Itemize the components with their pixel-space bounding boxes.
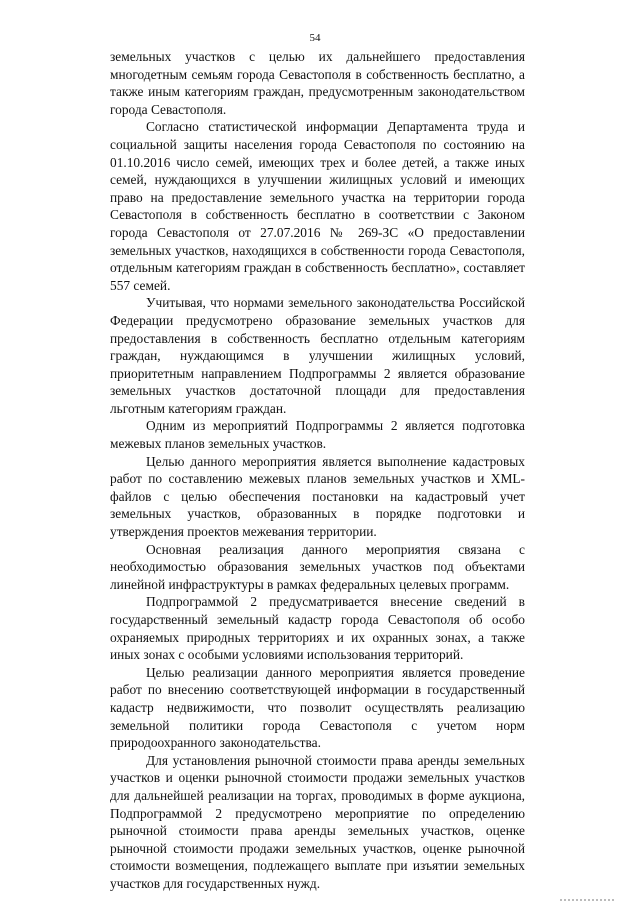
paragraph-8: Целью реализации данного мероприятия является проведение работ по внесению соответствующей информации в государственный кадастр недвижимости, что позволит осуществлять реализацию земельной политики города Севастополя с учетом норм природоохранного законодательства.: [110, 664, 525, 751]
page-number: 54: [309, 32, 321, 44]
paragraph-5: Целью данного мероприятия является выполнение кадастровых работ по составлению межевых планов земельных участков и XML-файлов с целью обеспечения постановки на кадастровый учет земельных участков, образованных в порядке подготовки и утверждения проектов межевания территории.: [110, 453, 525, 540]
paragraph-2: Согласно статистической информации Департамента труда и социальной защиты населения города Севастополя по состоянию на 01.10.2016 число семей, имеющих трех и более детей, а также иных семей, нуждающихся в улучшении жилищных условий и имеющих право на предоставление земельного участка на территории города Севастополя в собственность бесплатно в соответствии с Законом города Севастополя от 27.07.2016 № 269-ЗС «О предоставлении земельных участков, находящихся в собственности города Севастополя, отдельным категориям граждан в собственность бесплатно», составляет 557 семей.: [110, 119, 525, 293]
paragraph-3: Учитывая, что нормами земельного законодательства Российской Федерации предусмотрено образование земельных участков для предоставления в собственность бесплатно отдельным категориям граждан, нуждающимся в улучшении жилищных условий, приоритетным направлением Подпрограммы 2 является образование земельных участков достаточной площади для предоставления льготным категориям граждан.: [110, 295, 525, 416]
paragraph-7: Подпрограммой 2 предусматривается внесение сведений в государственный земельный кадастр города Севастополя об особо охраняемых природных территориях и их охранных зонах, а также иных зонах с особыми условиями использования территорий.: [110, 594, 525, 663]
paragraph-6: Основная реализация данного мероприятия связана с необходимостью образования земельных участков под объектами линейной инфраструктуры в рамках федеральных целевых программ.: [110, 541, 525, 592]
paragraph-4: Одним из мероприятий Подпрограммы 2 является подготовка межевых планов земельных участков.: [110, 418, 525, 452]
paragraph-1: земельных участков с целью их дальнейшего предоставления многодетным семьям города Севастополя в собственность бесплатно, а также иным категориям граждан, предусмотренным законодательством города Севастополя.: [110, 49, 525, 117]
scan-edge-mark: [560, 899, 615, 901]
document-body: [110, 48, 525, 893]
paragraph-9: Для установления рыночной стоимости права аренды земельных участков и оценки рыночной стоимости продажи земельных участков для дальнейшей реализации на торгах, проводимых в форме аукциона, Подпрограммой 2 предусмотрено мероприятие по определению рыночной стоимости права аренды земельных участков, оценке рыночной стоимости продажи земельных участков, оценке рыночной стоимости возмещения, подлежащего выплате при изъятии земельных участков для государственных нужд.: [110, 752, 525, 891]
